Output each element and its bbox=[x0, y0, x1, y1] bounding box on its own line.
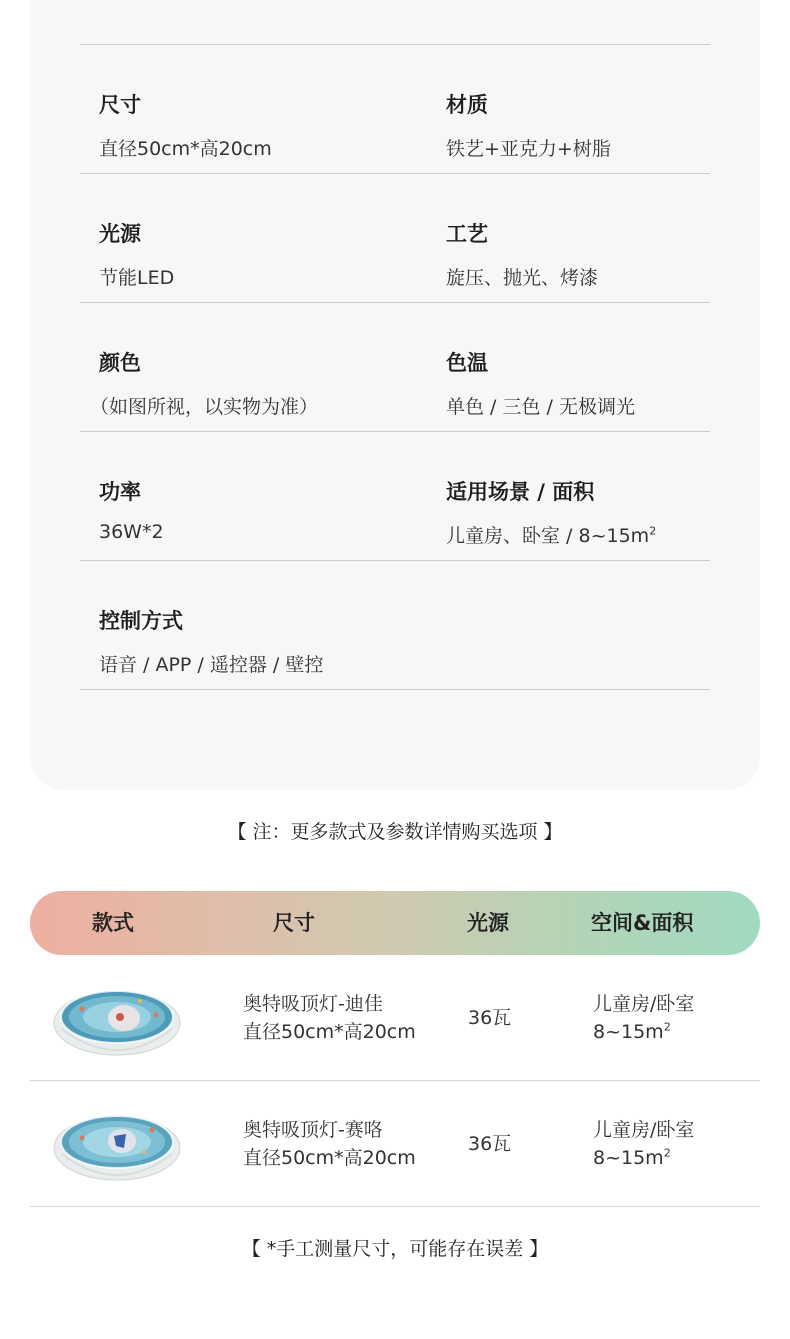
row1-area-text: 8~15m bbox=[593, 1021, 664, 1043]
row2-area bbox=[593, 1144, 671, 1172]
measurement-note: 【 *手工测量尺寸，可能存在误差 】 bbox=[241, 1238, 549, 1260]
lamp-image-saige bbox=[52, 1100, 182, 1190]
header-light-source: 光源 bbox=[467, 911, 509, 935]
power-value: 36W*2 bbox=[99, 521, 164, 543]
row-divider bbox=[30, 1080, 760, 1081]
row2-name: 奥特吸顶灯-赛咯 bbox=[243, 1119, 383, 1141]
row1-source: 36瓦 bbox=[468, 1007, 512, 1029]
size-label: 尺寸 bbox=[99, 93, 141, 117]
size-value: 直径50cm*高20cm bbox=[99, 138, 272, 160]
row-divider bbox=[30, 1206, 760, 1207]
scene-label: 适用场景 / 面积 bbox=[446, 480, 595, 504]
craft-label: 工艺 bbox=[446, 222, 488, 246]
header-space-area: 空间&面积 bbox=[591, 911, 694, 935]
row1-name: 奥特吸顶灯-迪佳 bbox=[243, 993, 383, 1015]
material-value: 铁艺+亚克力+树脂 bbox=[446, 138, 611, 160]
material-label: 材质 bbox=[446, 93, 488, 117]
table-header bbox=[30, 891, 760, 955]
divider bbox=[80, 431, 710, 432]
divider bbox=[80, 560, 710, 561]
light-source-value: 节能LED bbox=[99, 267, 175, 289]
control-value: 语音 / APP / 遥控器 / 壁控 bbox=[99, 654, 324, 676]
row2-area-sup: 2 bbox=[663, 1146, 671, 1160]
options-note: 【 注：更多款式及参数详情购买选项 】 bbox=[227, 821, 563, 843]
row1-area-sup: 2 bbox=[663, 1020, 671, 1034]
scene-value bbox=[446, 521, 656, 548]
craft-value: 旋压、抛光、烤漆 bbox=[446, 267, 599, 289]
color-temp-label: 色温 bbox=[446, 351, 488, 375]
divider bbox=[80, 302, 710, 303]
color-temp-value: 单色 / 三色 / 无极调光 bbox=[446, 396, 635, 418]
row2-area-text: 8~15m bbox=[593, 1147, 664, 1169]
control-label: 控制方式 bbox=[99, 609, 183, 633]
divider bbox=[80, 44, 710, 45]
row2-space: 儿童房/卧室 bbox=[593, 1119, 695, 1141]
scene-value-text: 儿童房、卧室 / 8~15m bbox=[446, 525, 650, 547]
lamp-image-dijia bbox=[52, 975, 182, 1065]
row1-area bbox=[593, 1018, 671, 1046]
header-style: 款式 bbox=[92, 911, 134, 935]
color-value: （如图所视，以实物为准） bbox=[90, 396, 319, 418]
divider bbox=[80, 173, 710, 174]
divider bbox=[80, 689, 710, 690]
row1-size: 直径50cm*高20cm bbox=[243, 1021, 416, 1043]
header-size: 尺寸 bbox=[273, 911, 315, 935]
row2-size: 直径50cm*高20cm bbox=[243, 1147, 416, 1169]
power-label: 功率 bbox=[99, 480, 141, 504]
color-label: 颜色 bbox=[99, 351, 141, 375]
row1-space: 儿童房/卧室 bbox=[593, 993, 695, 1015]
row2-source: 36瓦 bbox=[468, 1133, 512, 1155]
light-source-label: 光源 bbox=[99, 222, 141, 246]
scene-value-sup: 2 bbox=[649, 524, 657, 538]
